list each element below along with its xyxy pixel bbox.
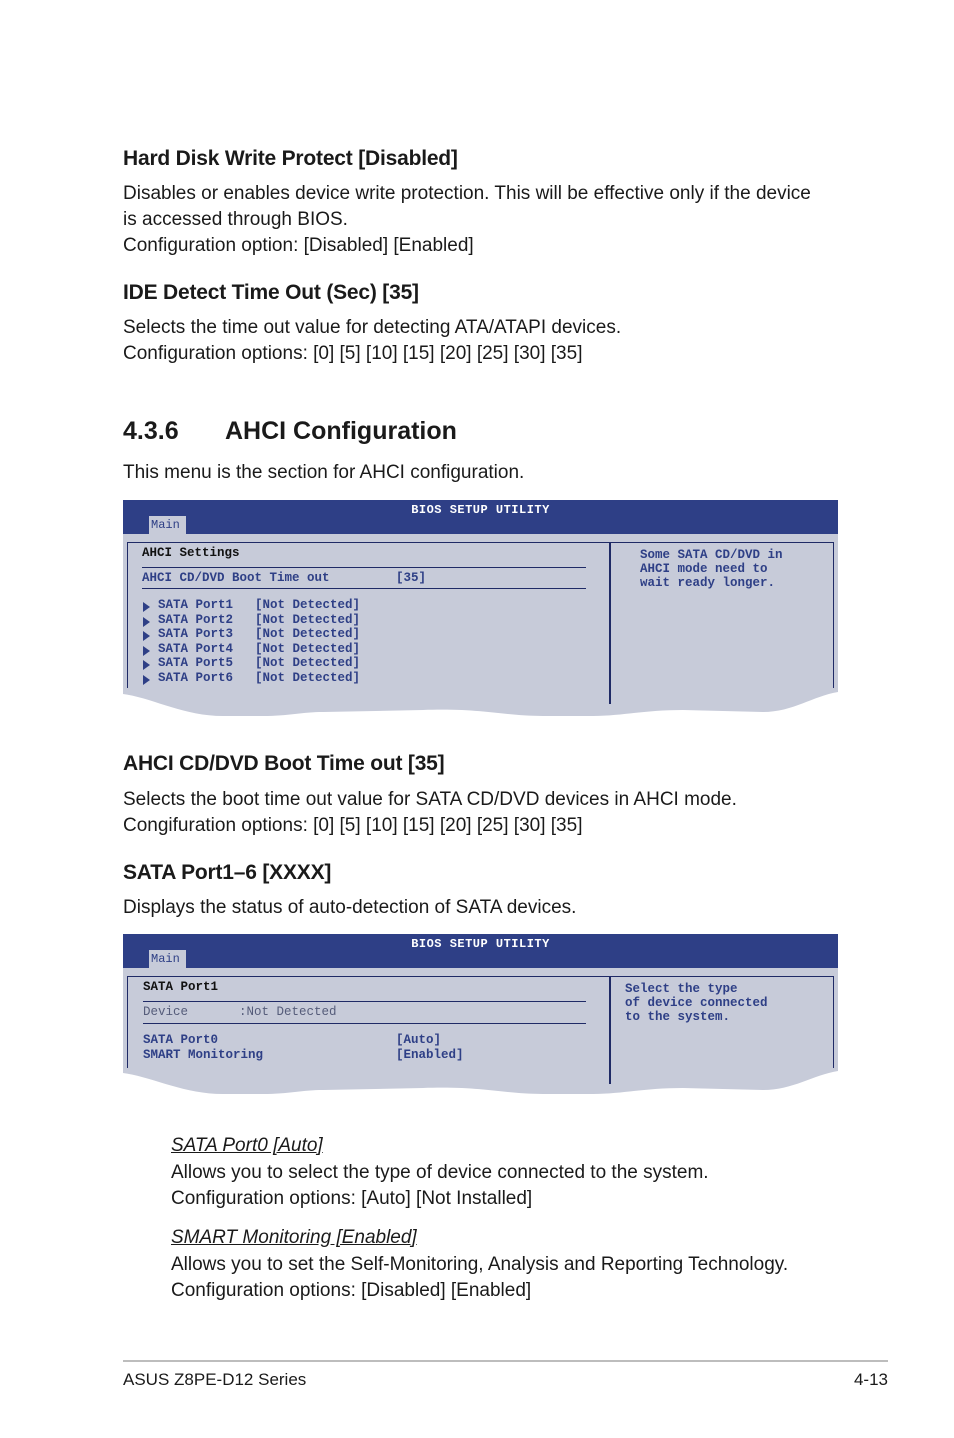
heading-hdwp: Hard Disk Write Protect [Disabled] (123, 147, 458, 170)
help-line: to the system. (625, 1010, 731, 1024)
port-value: [Not Detected] (255, 656, 361, 670)
help-line: Select the type (625, 982, 738, 996)
hdwp-line1: Disables or enables device write protection. This will be effective only if the device (123, 183, 811, 204)
port-label[interactable]: SATA Port1 (158, 598, 234, 612)
bios-bottom-wave (123, 1068, 838, 1098)
smart-monitoring-label[interactable]: SMART Monitoring (143, 1048, 264, 1062)
submenu-arrow-icon (143, 660, 150, 670)
port0-line1: Allows you to select the type of device connected to the system. (171, 1162, 709, 1183)
smart-line1: Allows you to set the Self-Monitoring, Analysis and Reporting Technology. (171, 1254, 789, 1275)
port-value: [Not Detected] (255, 671, 361, 685)
section-title: AHCI Configuration (225, 417, 457, 445)
port-label[interactable]: SATA Port5 (158, 656, 234, 670)
port0-line2: Configuration options: [Auto] [Not Installed] (171, 1188, 533, 1209)
tab-main[interactable]: Main (149, 950, 186, 968)
device-label: Device (143, 1005, 189, 1019)
bios-heading: AHCI Settings (142, 546, 240, 560)
heading-cddvd: AHCI CD/DVD Boot Time out [35] (123, 752, 445, 775)
bios-title: BIOS SETUP UTILITY (411, 503, 550, 517)
bios-screen-sata-port (123, 934, 838, 1098)
port-label[interactable]: SATA Port6 (158, 671, 234, 685)
help-line: Some SATA CD/DVD in (640, 548, 783, 562)
bios-screen-ahci (123, 500, 838, 720)
bios-rule (142, 588, 586, 589)
bios-option-value[interactable]: [35] (396, 571, 427, 585)
footer-rule (123, 1360, 888, 1362)
ide-line2: Configuration options: [0] [5] [10] [15] [20] [25] [30] [35] (123, 343, 583, 364)
bios-heading: SATA Port1 (143, 980, 219, 994)
device-value: :Not Detected (239, 1005, 337, 1019)
heading-sata: SATA Port1–6 [XXXX] (123, 861, 332, 884)
port-label[interactable]: SATA Port3 (158, 627, 234, 641)
port-value: [Not Detected] (255, 627, 361, 641)
cddvd-line2: Congifuration options: [0] [5] [10] [15] [20] [25] [30] [35] (123, 815, 583, 836)
cddvd-line1: Selects the boot time out value for SATA CD/DVD devices in AHCI mode. (123, 789, 737, 810)
bios-body (123, 968, 838, 1068)
hdwp-line2: is accessed through BIOS. (123, 209, 348, 230)
hdwp-line3: Configuration option: [Disabled] [Enabled] (123, 235, 474, 256)
ide-line1: Selects the time out value for detecting ATA/ATAPI devices. (123, 317, 622, 338)
bios-rule (143, 1001, 586, 1002)
sata-port0-label[interactable]: SATA Port0 (143, 1033, 219, 1047)
smart-line2: Configuration options: [Disabled] [Enabled] (171, 1280, 532, 1301)
port-value: [Not Detected] (255, 642, 361, 656)
bios-bottom-wave (123, 688, 838, 720)
smart-monitoring-value[interactable]: [Enabled] (396, 1048, 464, 1062)
submenu-arrow-icon (143, 617, 150, 627)
tab-main[interactable]: Main (149, 516, 186, 534)
bios-option-label[interactable]: AHCI CD/DVD Boot Time out (142, 571, 330, 585)
help-line: wait ready longer. (640, 576, 776, 590)
section-number: 4.3.6 (123, 417, 179, 445)
ahci-intro: This menu is the section for AHCI configuration. (123, 462, 525, 483)
port-label[interactable]: SATA Port4 (158, 642, 234, 656)
bios-rule (143, 1023, 586, 1024)
submenu-arrow-icon (143, 646, 150, 656)
footer-page-number: 4-13 (853, 1370, 888, 1389)
port-value: [Not Detected] (255, 598, 361, 612)
bios-rule (142, 567, 586, 568)
sata-line1: Displays the status of auto-detection of SATA devices. (123, 897, 577, 918)
submenu-arrow-icon (143, 602, 150, 612)
submenu-arrow-icon (143, 631, 150, 641)
port-label[interactable]: SATA Port2 (158, 613, 234, 627)
heading-ide: IDE Detect Time Out (Sec) [35] (123, 281, 419, 304)
footer-product: ASUS Z8PE-D12 Series (123, 1370, 307, 1389)
bios-divider (609, 542, 611, 710)
help-line: AHCI mode need to (640, 562, 768, 576)
bios-body (123, 534, 838, 690)
help-line: of device connected (625, 996, 768, 1010)
submenu-arrow-icon (143, 675, 150, 685)
bios-title: BIOS SETUP UTILITY (411, 937, 550, 951)
port-value: [Not Detected] (255, 613, 361, 627)
sata-port0-value[interactable]: [Auto] (396, 1033, 442, 1047)
smart-label: SMART Monitoring [Enabled] (171, 1227, 417, 1248)
port0-label: SATA Port0 [Auto] (171, 1135, 323, 1156)
